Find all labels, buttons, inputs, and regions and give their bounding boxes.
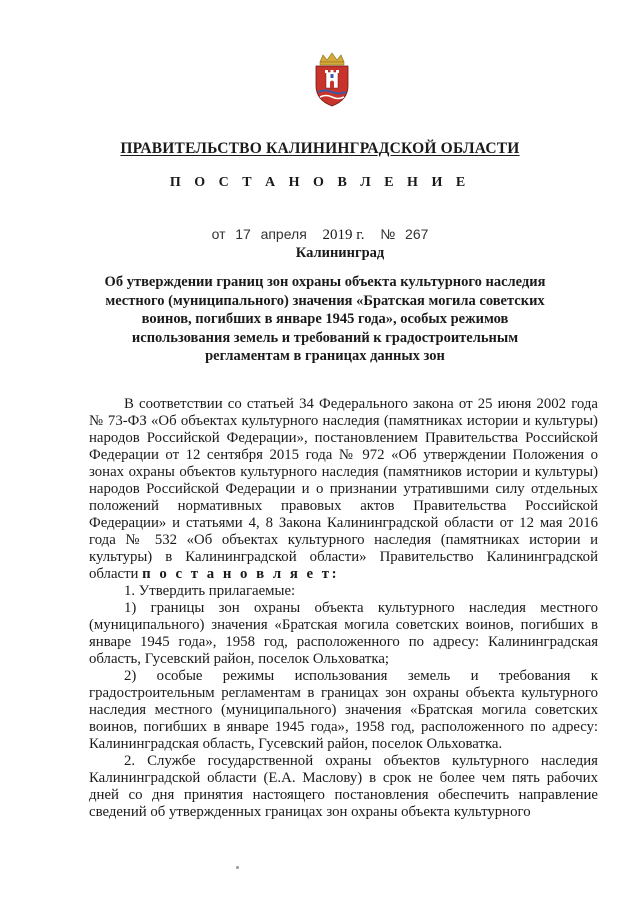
scan-speck xyxy=(236,866,239,869)
item-1: 1. Утвердить прилагаемые: xyxy=(124,583,296,599)
intro-text: В соответствии со статьей 34 Федерального закона от 25 июня 2002 года № 73-ФЗ «Об объектах культурного наследия (памятниках истории и культуры) народов Российской Федерации», постановлением Правительства Российской Федерации от 12 сентября 2015 года № 972 «Об утверждении Положения о зонах охраны объектов культурного наследия (памятников истории и культуры) народов Российской Федерации и о признании утратившими силу отдельных положений нормативных правовых актов Правительства Российской Федерации» и статьями 4, 8 Закона Калининградской области от 12 мая 2016 года № 532 «Об объектах культурного наследия (памятниках истории и культуры) в Калининградской области» Правительство Калининградской области xyxy=(89,396,598,582)
document-type: П О С Т А Н О В Л Е Н И Е xyxy=(169,175,471,190)
item-2: 2. Службе государственной охраны объектов культурного наследия Калининградской области (Е.А. Маслову) в срок не более чем пять рабочих дней со дня принятия настоящего постановления обеспечить направление сведений об утвержденных границах зон охраны объекта культурного xyxy=(89,753,598,820)
date-year: 2019 г. xyxy=(322,227,365,243)
city: Калининград xyxy=(295,245,385,261)
coat-of-arms-emblem xyxy=(308,52,356,108)
subject-line: воинов, погибших в январе 1945 года», особых режимов xyxy=(141,311,509,327)
document-number: 267 xyxy=(405,226,429,242)
intro-paragraph xyxy=(89,396,598,583)
item-1-1: 1) границы зон охраны объекта культурного наследия местного (муниципального) значения «Братская могила советских воинов, погибших в январе 1945 года», 1958 год, расположенного по адресу: Калининградская область, Гусевский район, поселок Ольховатка; xyxy=(89,600,598,667)
resolve-word: п о с т а н о в л я е т: xyxy=(142,566,340,582)
government-title: ПРАВИТЕЛЬСТВО КАЛИНИНГРАДСКОЙ ОБЛАСТИ xyxy=(120,140,520,157)
date-month: апреля xyxy=(260,226,307,242)
document-subject xyxy=(90,273,560,366)
subject-line: местного (муниципального) значения «Братская могила советских xyxy=(105,292,545,309)
date-day: 17 xyxy=(235,226,251,242)
subject-line: Об утверждении границ зон охраны объекта культурного наследия xyxy=(104,274,546,290)
date-number-line xyxy=(0,226,640,244)
item-1-2: 2) особые режимы использования земель и требования к градостроительным регламентам в границах зон охраны объекта культурного наследия местного (муниципального) значения «Братская могила советских воинов, погибших в январе 1945 года», 1958 год, расположенного по адресу: Калининградская область, Гусевский район, поселок Ольховатка. xyxy=(89,668,598,752)
number-sign: № xyxy=(380,226,396,242)
subject-line: регламентам в границах данных зон xyxy=(205,348,445,364)
document-body xyxy=(89,396,598,821)
date-prefix: от xyxy=(211,226,226,242)
subject-line: использования земель и требований к градостроительным xyxy=(131,329,519,346)
